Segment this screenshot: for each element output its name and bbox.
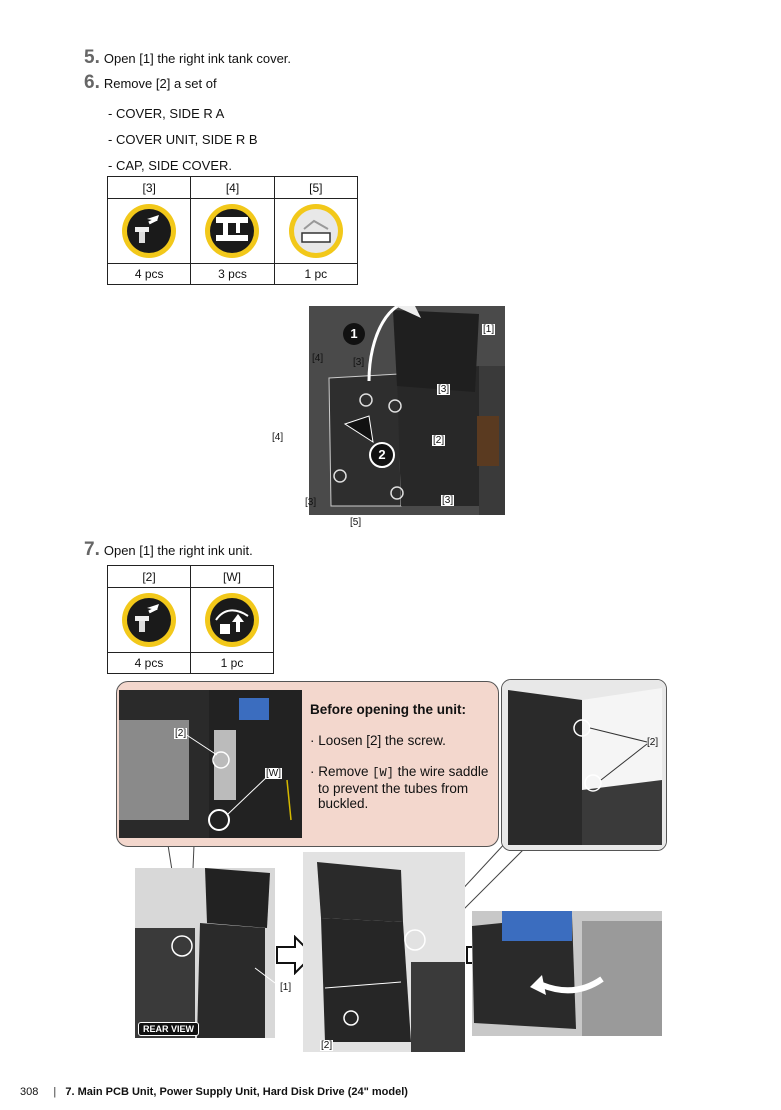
photo-screw-detail: [119, 690, 302, 838]
callout-bullet: [310, 764, 488, 811]
callout-text: [W]: [372, 766, 394, 780]
figure-label: [2]: [321, 1040, 333, 1051]
step-text: Open [1] the right ink unit.: [103, 543, 253, 558]
list-item: - COVER, SIDE R A: [108, 106, 225, 121]
figure-label: [3]: [442, 495, 454, 506]
table-header: [W]: [191, 566, 274, 588]
page-footer: 308 | 7. Main PCB Unit, Power Supply Unit, Hard Disk Drive (24" model): [20, 1086, 408, 1098]
figure-label: [W]: [266, 768, 281, 779]
figure-label: [5]: [350, 517, 362, 528]
figure-label: [3]: [438, 384, 450, 395]
callout-title: Before opening the unit:: [310, 702, 466, 717]
figure-label: [2]: [433, 435, 445, 446]
count-cell: 4 pcs: [108, 264, 191, 285]
callout-bullet: · Loosen [2] the screw.: [310, 733, 446, 748]
photo-rear-view: [135, 868, 275, 1038]
chapter-title: 7. Main PCB Unit, Power Supply Unit, Hard Disk Drive (24" model): [65, 1086, 408, 1098]
figure-label: [3]: [305, 497, 317, 508]
figure-label: [1]: [280, 982, 292, 993]
step-text: Remove [2] a set of: [103, 76, 217, 91]
list-item: - COVER UNIT, SIDE R B: [108, 132, 258, 147]
callout-text: to prevent the tubes from: [318, 781, 469, 796]
figure-label: [4]: [312, 353, 324, 364]
callout-text: buckled.: [318, 796, 369, 811]
count-cell: 4 pcs: [108, 653, 191, 674]
count-cell: 1 pc: [191, 653, 274, 674]
callout-text: the wire saddle: [393, 764, 489, 779]
figure-label: [3]: [353, 357, 365, 368]
table-header: [2]: [108, 566, 191, 588]
figure-label: [2]: [647, 737, 659, 748]
page-number: 308: [20, 1086, 39, 1098]
step-marker-1: 1: [343, 323, 365, 345]
table-header: [4]: [191, 177, 274, 199]
step-number: 6.: [84, 72, 100, 93]
table-header: [5]: [274, 177, 357, 199]
photo-unit-opened: [472, 911, 662, 1036]
table-header: [3]: [108, 177, 191, 199]
photo-right-inset: [501, 679, 667, 851]
step-marker-2: 2: [369, 442, 395, 468]
callout-box: [116, 681, 499, 847]
step-number: 7.: [84, 539, 100, 560]
count-cell: 1 pc: [274, 264, 357, 285]
rear-view-badge: REAR VIEW: [138, 1022, 199, 1036]
count-cell: 3 pcs: [191, 264, 274, 285]
callout-text: · Remove: [310, 764, 373, 779]
figure-label: [2]: [175, 728, 187, 739]
step-number: 5.: [84, 47, 100, 68]
step-text: Open [1] the right ink tank cover.: [103, 51, 292, 66]
list-item: - CAP, SIDE COVER.: [108, 158, 233, 173]
figure-label: [4]: [272, 432, 284, 443]
photo-cover-unit: [303, 852, 465, 1052]
figure-label: [1]: [483, 324, 495, 335]
